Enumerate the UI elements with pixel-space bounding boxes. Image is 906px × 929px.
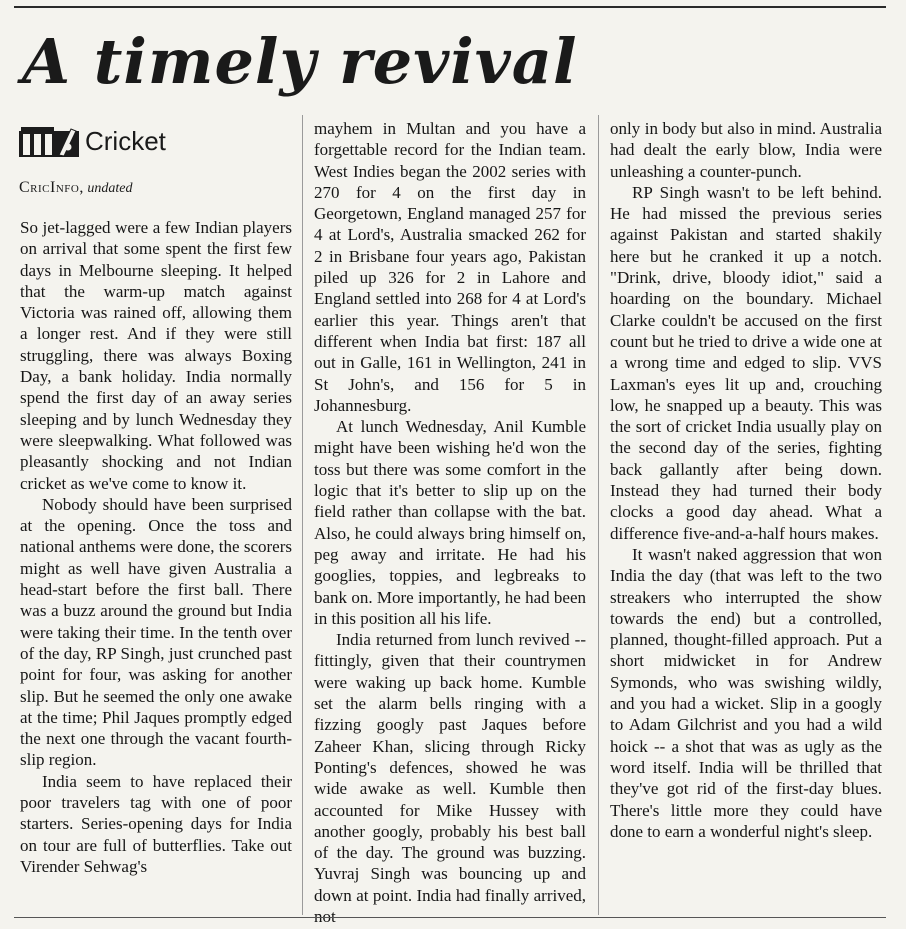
article-column-3 [610,118,882,842]
cricket-stumps-icon [19,125,79,157]
article-title: A timely revival [22,25,578,98]
byline [19,179,132,197]
bottom-rule [14,917,886,918]
section-label: Cricket [85,126,166,156]
byline-date: undated [87,181,133,196]
byline-source: CricInfo, [19,179,84,196]
article-paragraph: It wasn't naked aggression that won India the day (that was left to the two streakers who interrupted the show towards the end) but a controlled, planned, thought-filled approach. Put a short midwicket in for Andrew Symonds, who was swishing wildly, and you had a wicket. Slip in a googly to Adam Gilchrist and you had a wild hoick -- a shot that was as ugly as the word itself. India will be thrilled that they've got rid of the first-day blues. There's little more they could have done to earn a wonderful night's sleep. [610,544,882,841]
article-column-2 [314,118,586,927]
top-rule [14,6,886,8]
section-tag [19,122,166,160]
article-paragraph: India seem to have replaced their poor travelers tag with one of poor starters. Series-opening days for India on tour are full of butterflies. Take out Virender Sehwag's [20,771,292,876]
article-paragraph: India returned from lunch revived -- fittingly, given that their countrymen were waking up back home. Kumble set the alarm bells ringing with a fizzing googly past Jaques before Zaheer Khan, slicing through Ricky Ponting's defences, showed he was wide awake as well. Kumble then accounted for Mike Hussey with another googly, probably his best ball of the day. The ground was buzzing. Yuvraj Singh was bouncing up and down at point. India had finally arrived, not [314,630,586,926]
article-paragraph: So jet-lagged were a few Indian players on arrival that some spent the first few days in Melbourne sleeping. It helped that the warm-up match against Victoria was rained off, allowing them a longer rest. And if they were still struggling, there was always Boxing Day, a bank holiday. India normally spend the first day of an away series sleeping and by lunch Wednesday they were sleepwalking. What followed was pleasantly shocking and not Indian cricket as we've come to know it. [20,218,292,493]
article-paragraph: only in body but also in mind. Australia had dealt the early blow, India were unleashing a counter-punch. [610,119,882,181]
article-paragraph: At lunch Wednesday, Anil Kumble might have been wishing he'd won the toss but there was some comfort in the logic that it's better to slip up on the field rather than collapse with the bat. Also, he could always bring himself on, peg away and irritate. He had his googlies, toppies, and legbreaks to bank on. More importantly, he had been in this position all his life. [314,417,586,628]
column-divider [302,115,303,915]
article-paragraph: Nobody should have been surprised at the opening. Once the toss and national anthems were done, the scorers might as well have given Australia a head-start before the first ball. There was a buzz around the ground but India were taking their time. In the tenth over of the day, RP Singh, just crunched past point for four, was asking for another slip. But he seemed the only one awake at the time; Phil Jaques promptly edged the next one through the vacant fourth-slip region. [20,494,292,770]
column-divider [598,115,599,915]
article-paragraph: RP Singh wasn't to be left behind. He had missed the previous series against Pakistan and started shakily here but he cranked it up a notch. "Drink, drive, bloody idiot," said a hoarding on the boundary. Michael Clarke couldn't be accused on the first count but he tried to drive a wide one at a wrong time and edged to slip. VVS Laxman's eyes lit up and, crouching low, he snapped up a beauty. This was the sort of cricket India usually play on the second day of the series, fighting back gallantly after being down. Instead they had turned their body clocks a good day ahead. What a difference five-and-a-half hours makes. [610,182,882,543]
article-column-1 [20,217,292,877]
article-paragraph: mayhem in Multan and you have a forgettable record for the Indian team. West Indies began the 2002 series with 270 for 4 on the first day in Georgetown, England managed 257 for 4 at Lord's, Australia smacked 262 for 2 in Brisbane four years ago, Pakistan piled up 326 for 2 in Lahore and England settled into 268 for 4 at Lord's earlier this year. Things aren't that different when India bat first: 187 all out in Galle, 161 in Wellington, 241 in St John's, and 156 for 5 in Johannesburg. [314,119,586,415]
